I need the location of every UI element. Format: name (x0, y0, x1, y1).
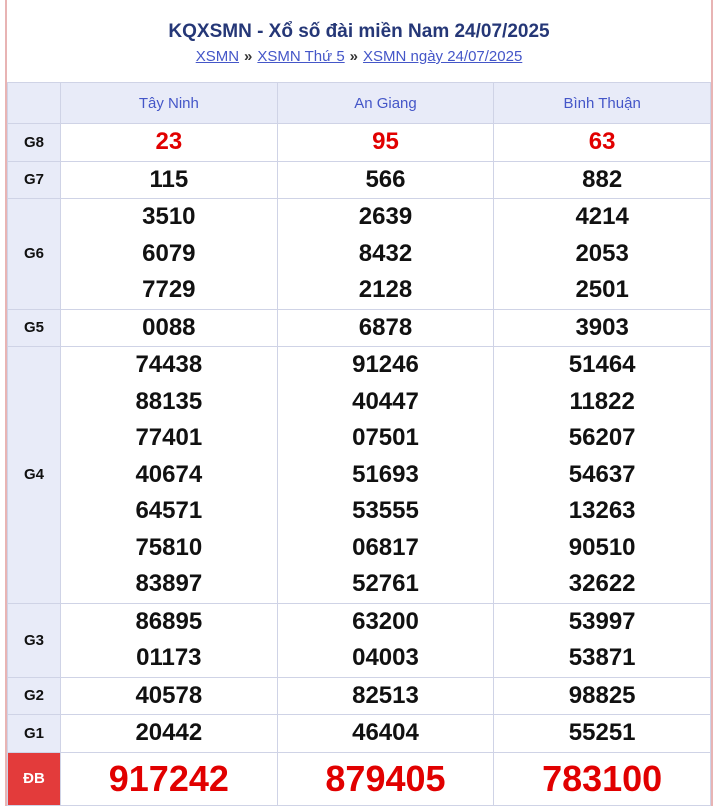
result-number: 56207 (568, 424, 636, 451)
result-number: 77401 (135, 424, 203, 451)
result-cell (277, 309, 494, 347)
result-number: 54637 (568, 460, 636, 488)
result-number: 11822 (569, 387, 635, 415)
result-number: 23 (155, 128, 183, 155)
result-number: 75810 (135, 533, 203, 561)
result-number: 2639 (358, 203, 413, 230)
prize-row-g7 (8, 161, 711, 199)
result-number: 98825 (568, 681, 636, 709)
province-header[interactable]: An Giang (277, 83, 494, 124)
result-number: 01173 (136, 644, 202, 671)
corner-cell (8, 83, 61, 124)
prize-label: G3 (8, 603, 61, 677)
result-cell (61, 752, 278, 805)
result-cell (494, 124, 711, 162)
result-cell (494, 161, 711, 199)
prize-label: G6 (8, 199, 61, 310)
result-number: 40674 (135, 460, 203, 488)
result-cell (61, 161, 278, 199)
result-cell (277, 715, 494, 753)
result-cell (61, 347, 278, 604)
province-header-row (8, 83, 711, 124)
result-number: 91246 (352, 351, 419, 378)
result-number: 74438 (135, 351, 203, 378)
prize-label: G4 (8, 347, 61, 604)
result-cell (61, 199, 278, 310)
result-cell (494, 309, 711, 347)
result-cell (277, 199, 494, 310)
result-number: 53555 (352, 497, 419, 524)
prize-row-g4 (8, 347, 711, 604)
prize-label: ĐB (8, 752, 61, 805)
result-number: 51464 (568, 351, 636, 378)
result-cell (494, 715, 711, 753)
breadcrumb-link-xsmn[interactable]: XSMN (195, 48, 240, 65)
result-number: 0088 (142, 313, 196, 341)
result-number: 3510 (142, 203, 196, 230)
result-number: 95 (372, 128, 399, 155)
result-number: 63 (588, 128, 616, 155)
result-number: 20442 (135, 719, 203, 746)
result-number: 52761 (352, 570, 419, 597)
breadcrumb-separator: » (349, 48, 359, 65)
result-number: 40578 (135, 681, 203, 709)
result-cell (61, 715, 278, 753)
breadcrumb-link-xsmn-thu-5[interactable]: XSMN Thứ 5 (257, 48, 345, 65)
result-number: 115 (149, 165, 189, 193)
result-cell (277, 124, 494, 162)
result-number: 2128 (358, 276, 413, 303)
results-table (7, 82, 711, 806)
result-cell (61, 677, 278, 715)
prize-row-g2 (8, 677, 711, 715)
prize-label: G2 (8, 677, 61, 715)
result-number: 46404 (352, 719, 419, 746)
prize-row-g8 (8, 124, 711, 162)
province-header[interactable]: Bình Thuận (494, 83, 711, 124)
result-number: 82513 (352, 681, 419, 709)
result-number: 86895 (135, 607, 203, 635)
breadcrumb (7, 47, 711, 67)
result-cell (277, 347, 494, 604)
page-title: KQXSMN - Xổ số đài miền Nam 24/07/2025 (168, 21, 550, 42)
result-number: 90510 (568, 533, 636, 561)
result-number: 783100 (542, 757, 663, 799)
result-number: 2501 (575, 276, 629, 303)
result-number: 07501 (352, 424, 419, 451)
result-number: 83897 (135, 570, 203, 597)
province-header[interactable]: Tây Ninh (61, 83, 278, 124)
breadcrumb-separator: » (244, 48, 253, 65)
breadcrumb-link-xsmn-date[interactable]: XSMN ngày 24/07/2025 (363, 48, 523, 65)
result-number: 3903 (575, 313, 629, 341)
result-number: 64571 (135, 497, 203, 524)
result-number: 06817 (352, 533, 419, 561)
result-number: 2053 (575, 239, 629, 267)
result-number: 55251 (568, 719, 636, 746)
result-number: 51693 (352, 460, 419, 488)
result-number: 6079 (142, 239, 196, 267)
result-number: 88135 (135, 387, 203, 415)
result-cell (277, 752, 494, 805)
result-cell (494, 677, 711, 715)
result-cell (494, 752, 711, 805)
prize-label: G1 (8, 715, 61, 753)
result-number: 04003 (352, 644, 419, 671)
prize-row-g3 (8, 603, 711, 677)
result-cell (494, 199, 711, 310)
result-number: 6878 (358, 313, 413, 341)
prize-label: G5 (8, 309, 61, 347)
results-header (7, 0, 711, 82)
results-body (8, 124, 711, 806)
result-number: 40447 (352, 387, 419, 415)
result-number: 4214 (575, 203, 629, 230)
result-number: 7729 (142, 276, 196, 303)
prize-label: G7 (8, 161, 61, 199)
prize-row-db (8, 752, 711, 805)
result-cell (277, 677, 494, 715)
prize-row-g1 (8, 715, 711, 753)
result-number: 53997 (568, 607, 636, 635)
result-cell (61, 124, 278, 162)
result-cell (61, 309, 278, 347)
prize-label: G8 (8, 124, 61, 162)
result-cell (277, 603, 494, 677)
result-number: 53871 (568, 644, 636, 671)
result-cell (61, 603, 278, 677)
result-number: 882 (582, 165, 623, 193)
result-number: 8432 (358, 239, 413, 267)
result-number: 917242 (108, 757, 229, 799)
result-number: 32622 (568, 570, 636, 597)
prize-row-g6 (8, 199, 711, 310)
results-panel (5, 0, 713, 806)
result-number: 63200 (352, 607, 419, 635)
result-number: 879405 (325, 757, 446, 799)
result-cell (277, 161, 494, 199)
result-cell (494, 347, 711, 604)
prize-row-g5 (8, 309, 711, 347)
result-number: 13263 (568, 497, 636, 524)
result-number: 566 (365, 165, 406, 193)
result-cell (494, 603, 711, 677)
